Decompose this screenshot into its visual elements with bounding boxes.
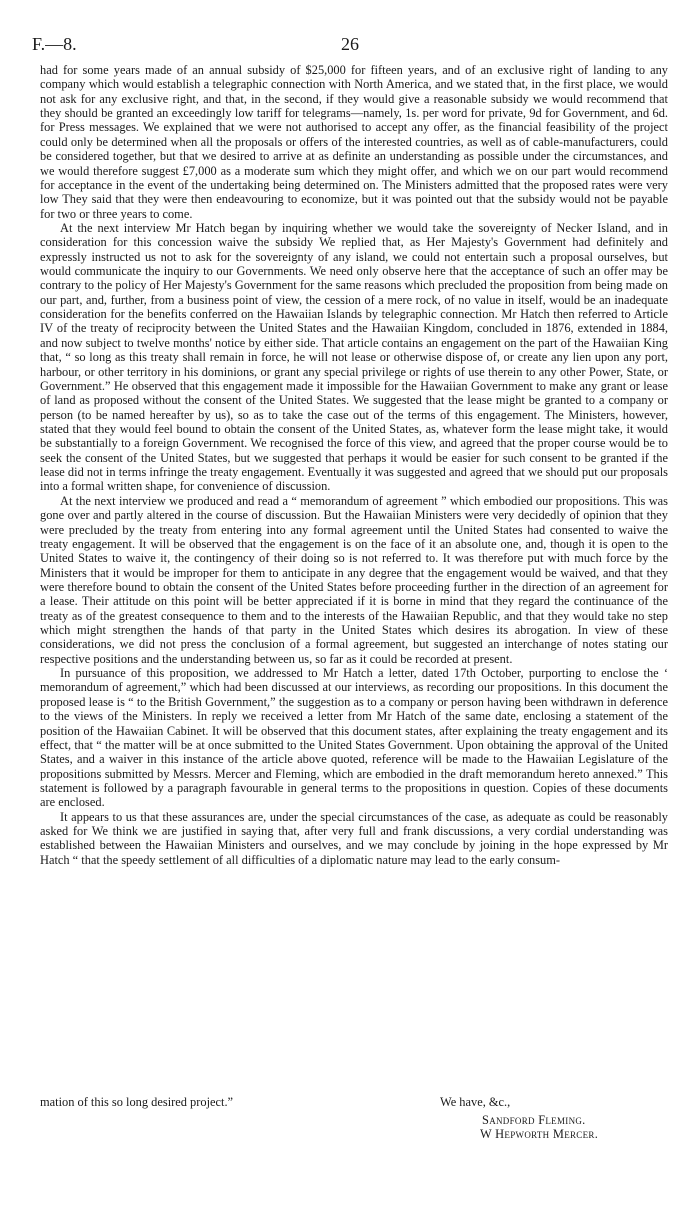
sign-off: We have, &c.,: [440, 1095, 511, 1109]
page-number: 26: [341, 34, 359, 54]
paragraph-3: At the next interview we produced and read a “ memorandum of agreement ” which embodied our propositions. This was gone over and partly altered in the course of discussion. But the Hawaiian Ministers were very decidedly of opinion that they were precluded by the treaty from entering into any formal agreement until the United States had consented to waive the treaty engagement. It will be observed that the engagement is on the face of it an absolute one, and, though it is open to the United States to waive it, the contingency of their doing so is not referred to. It was therefore put with much force by the Ministers that it would be improper for them to anticipate in any degree that the engagement would be waived, and that they were therefore bound to obtain the consent of the United States before proceeding further in the direction of an agreement for a lease. Their attitude on this point will be better appreciated if it is borne in mind that they regard the continuance of the treaty as of the greatest consequence to them and to the interests of the Hawaiian Republic, and that they would take no step which might strengthen the hands of that party in the United States which desires its abrogation. In view of these considerations, we did not press the conclusion of a formal agreement, but suggested an interchange of notes stating our respective positions and the understanding between us, so far as it could be recorded at present.: [40, 493, 668, 666]
closing-text: mation of this so long desired project.”: [40, 1095, 234, 1109]
letter-body: [40, 63, 668, 867]
paragraph-1: had for some years made of an annual subsidy of $25,000 for fifteen years, and of an exclusive right of landing to any company which would establish a telegraphic connection with North America, and we stated that, in the first place, we would not ask for any exclusive right, and that, in the second, if they would give a reasonable subsidy we would recommend that they should be granted an exceedingly low tariff for telegrams—namely, 1s. per word for private, 9d for Government, and 6d. for Press messages. We explained that we were not authorised to accept any offer, as the financial feasibility of the project could only be determined when all the proposals or offers of the interested countries, as well as of cable-manufacturers, could be considered together, but that we desired to arrive at as definite an understanding as possible under the circumstances, and we would therefore suggest £7,000 as a moderate sum which they might offer, and which we on our part would recommend for acceptance in the event of the undertaking being determined on. The Ministers admitted that the proposed rates were very low They said that they were then endeavouring to economize, but it was pointed out that the subsidy would not be payable for two or three years to come.: [40, 63, 668, 221]
signature-fleming: Sandford Fleming.: [482, 1113, 586, 1127]
document-reference: F.—8.: [32, 34, 77, 54]
paragraph-5: It appears to us that these assurances are, under the special circumstances of the case, as adequate as could be reasonably asked for We think we are justified in saying that, after very full and frank discussions, a very cordial understanding was established between the Hawaiian Ministers and ourselves, and we may conclude by joining in the hope expressed by Mr Hatch “ that the speedy settlement of all difficulties of a diplomatic nature may lead to the early consum-: [40, 809, 668, 867]
paragraph-4: In pursuance of this proposition, we addressed to Mr Hatch a letter, dated 17th October, purporting to enclose the ‘ memorandum of agreement,” which had been discussed at our interviews, as recording our propositions. In this document the proposed lease is “ to the British Government,” the suggestion as to a company or person having been withdrawn in deference to the views of the Ministers. In reply we received a letter from Mr Hatch of the same date, enclosing a statement of the position of the Hawaiian Cabinet. It will be observed that this document states, after explaining the treaty engagement and its effect, that “ the matter will be at once submitted to the United States Government. Upon obtaining the approval of the United States, and a waiver in this instance of the article above quoted, reference will be made to the Hawaiian Legislature of the propositions submitted by Messrs. Mercer and Fleming, which are embodied in the draft memorandum hereto annexed.” This statement is followed by a paragraph favourable in general terms to the propositions in question. Copies of these documents are enclosed.: [40, 666, 668, 810]
signature-mercer: W Hepworth Mercer.: [480, 1127, 599, 1141]
paragraph-2: At the next interview Mr Hatch began by inquiring whether we would take the sovereignty of Necker Island, and in consideration for this concession waive the subsidy We replied that, as Her Majesty's Government had definitely and expressly instructed us not to ask for the sovereignty of any island, we could not entertain such a proposal ourselves, but would communicate the inquiry to our Governments. We need only observe here that the acceptance of such an offer may be contrary to the policy of Her Majesty's Government for the same reasons which precluded the proposition from being made on our part, and, further, from a business point of view, the cession of a mere rock, of no value in itself, would be an inadequate consideration for the benefits conferred on the Hawaiian Islands by telegraphic connection. Mr Hatch then referred to Article IV of the treaty of reciprocity between the United States and the Hawaiian Kingdom, concluded in 1876, extended in 1884, and now subject to twelve months' notice by either side. That article contains an engagement on the part of the Hawaiian King that, “ so long as this treaty shall remain in force, he will not lease or otherwise dispose of, or create any lien upon any port, harbour, or other territory in his dominions, or grant any special privilege or rights of use therein to any other Power, State, or Government.” He observed that this engagement made it impossible for the Hawaiian Government to make any grant or lease of land as proposed without the consent of the United States. We suggested that the lease might be granted to a company or person (to be named hereafter by us), so as to take the case out of the terms of this engagement. The Ministers, however, stated that they would feel bound to obtain the consent of the United States, as, whatever form the lease might take, it would be substantially to a foreign Government. We recognised the force of this view, and agreed that the proper course would be to seek the consent of the United States, but we suggested that perhaps it would be easier for such consent to be granted if the lease did not in terms infringe the treaty engagement. Eventually it was suggested and agreed that we should put our proposals into a formal written shape, for convenience of discussion.: [40, 220, 668, 494]
